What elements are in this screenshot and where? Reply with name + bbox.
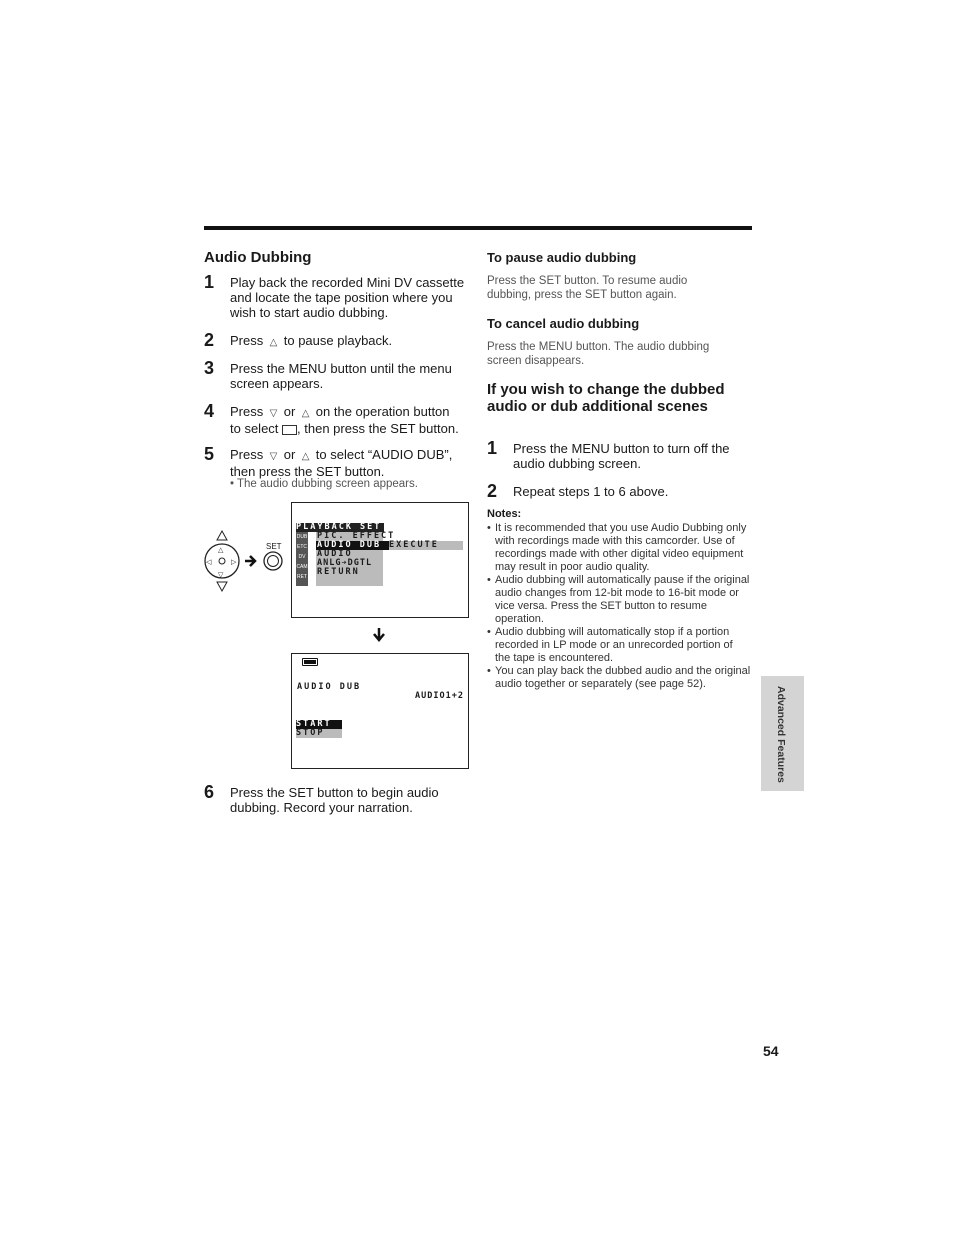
notes-heading: Notes: xyxy=(487,508,522,520)
section-heading: Audio Dubbing xyxy=(204,249,312,266)
audio-dub-label: AUDIO DUB xyxy=(297,682,362,692)
down-triangle-icon: ▽ xyxy=(266,408,281,419)
change-step-2-text: Repeat steps 1 to 6 above. xyxy=(513,484,669,499)
step-4-number: 4 xyxy=(204,401,215,421)
up-triangle-icon: △ xyxy=(266,337,281,348)
step-1-text: Play back the recorded Mini DV cassette and locate the tape position where you wish to start audio dubbing. xyxy=(230,275,465,320)
menu-title: PLAYBACK SET xyxy=(296,523,384,532)
step-5-number: 5 xyxy=(204,444,215,464)
step-1-number: 1 xyxy=(204,272,215,292)
top-rule xyxy=(204,226,752,230)
svg-text:▽: ▽ xyxy=(218,572,224,579)
svg-text:▷: ▷ xyxy=(231,559,237,566)
cancel-text: Press the MENU button. The audio dubbing screen disappears. xyxy=(487,341,710,367)
operation-button-diagram xyxy=(202,528,292,594)
menu-item-pic-effect: PIC. EFFECT xyxy=(317,531,396,541)
battery-icon xyxy=(302,658,318,666)
section-side-tab xyxy=(761,676,804,791)
note-item: • It is recommended that you use Audio Dubbing only with recordings made with this camcorder. Use of recordings made with other digital video equipment may result in poor audio quality. xyxy=(487,522,747,573)
step-2-text: Press △ to pause playback. xyxy=(230,333,393,348)
down-triangle-icon: ▽ xyxy=(266,451,281,462)
step-6-text: Press the SET button to begin audio dubbing. Record your narration. xyxy=(230,785,439,815)
set-button-icon xyxy=(264,552,282,570)
audio-dub-screen xyxy=(291,653,469,769)
arrow-right-icon xyxy=(245,556,255,566)
note-item: • Audio dubbing will automatically stop if a portion recorded in LP mode or an unrecorded portion of the tape is encountered. xyxy=(487,626,733,664)
side-icon-dv: DV xyxy=(298,554,306,560)
change-step-2-number: 2 xyxy=(487,481,498,501)
step-5-bullet: • The audio dubbing screen appears. xyxy=(230,478,418,490)
up-triangle-icon: △ xyxy=(298,451,313,462)
side-tab-label: Advanced Features xyxy=(775,686,787,783)
menu-item-audio-dub: AUDIO DUB xyxy=(316,541,390,550)
change-step-1-text: Press the MENU button to turn off the audio dubbing screen. xyxy=(513,441,730,471)
svg-text:◁: ◁ xyxy=(206,559,212,566)
side-icon-dub: DUB xyxy=(296,534,308,540)
step-3-text: Press the MENU button until the menu screen appears. xyxy=(230,361,452,391)
dub-option-stop: STOP xyxy=(296,729,342,738)
audio-mode-label: AUDIO1+2 xyxy=(415,691,464,701)
change-step-1-number: 1 xyxy=(487,438,498,458)
note-item: • Audio dubbing will automatically pause if the original audio changes from 12-bit mode to 16-bit mode or vice versa. Press the SET button to resume operation. xyxy=(487,574,750,625)
pause-heading: To pause audio dubbing xyxy=(487,250,637,265)
notes-list xyxy=(487,522,751,691)
step-2-number: 2 xyxy=(204,330,215,350)
pause-text: Press the SET button. To resume audio dubbing, press the SET button again. xyxy=(487,275,688,301)
menu-item-return: RETURN xyxy=(317,567,360,577)
page-number: 54 xyxy=(763,1043,779,1059)
menu-item-anlg-dgtl: ANLG➔DGTL xyxy=(317,558,373,568)
side-icon-return: RET xyxy=(297,574,307,580)
side-icon-etc: ETC xyxy=(297,544,307,550)
step-5-text: Press ▽ or △ to select “AUDIO DUB”, then press the SET button. xyxy=(230,447,453,479)
up-triangle-icon: △ xyxy=(298,408,313,419)
step-3-number: 3 xyxy=(204,358,215,378)
set-label: SET xyxy=(266,542,282,551)
step-6-number: 6 xyxy=(204,782,215,802)
note-item: • You can play back the dubbed audio and the original audio together or separately (see page 52). xyxy=(487,665,751,690)
svg-text:△: △ xyxy=(218,547,224,554)
menu-screen xyxy=(291,502,469,618)
side-icon-cam: CAM xyxy=(296,564,308,570)
arrow-down-icon xyxy=(372,627,386,643)
change-heading: If you wish to change the dubbed audio or dub additional scenes xyxy=(487,381,725,415)
step-4-text: Press ▽ or △ on the operation button to select , then press the SET button. xyxy=(230,404,459,436)
menu-execute: EXECUTE xyxy=(389,541,463,550)
menu-side-icons xyxy=(296,532,308,586)
menu-item-audio: AUDIO xyxy=(317,549,353,559)
cancel-heading: To cancel audio dubbing xyxy=(487,316,640,331)
dub-option-start: START xyxy=(296,720,342,729)
dub-menu-icon xyxy=(282,425,297,435)
